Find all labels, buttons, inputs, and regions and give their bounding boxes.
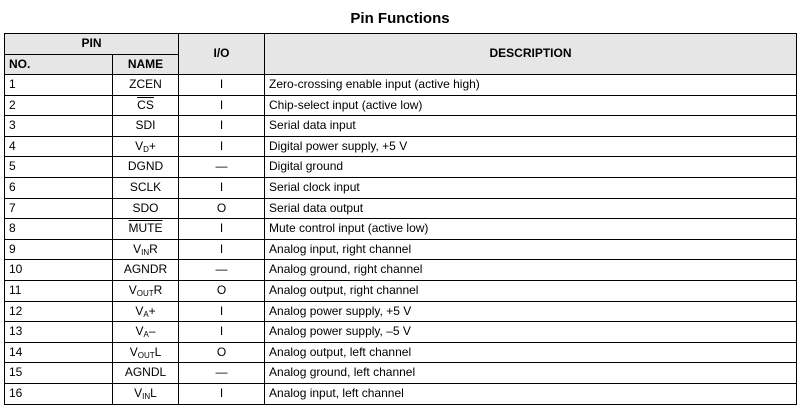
pin-name (113, 342, 179, 363)
pin-description: Serial clock input (265, 177, 797, 198)
table-row (5, 301, 797, 322)
table-row (5, 280, 797, 301)
pin-name-base: AGNDR (123, 262, 168, 277)
pin-number: 5 (5, 157, 113, 178)
pin-name-base: V (129, 344, 138, 359)
pin-description: Chip-select input (active low) (265, 95, 797, 116)
pin-io: I (179, 177, 265, 198)
pin-io: — (179, 157, 265, 178)
table-row (5, 116, 797, 137)
pin-io: O (179, 342, 265, 363)
pin-name-base: ZCEN (129, 77, 162, 92)
table-row (5, 219, 797, 240)
pin-name-base: $\overline{CS}$ (137, 97, 154, 112)
pin-io: I (179, 322, 265, 343)
header-name: NAME (113, 54, 179, 75)
pin-name-suffix: + (148, 303, 156, 318)
pin-description: Serial data output (265, 198, 797, 219)
pin-description: Analog output, left channel (265, 342, 797, 363)
pin-io: I (179, 383, 265, 404)
pin-io: I (179, 136, 265, 157)
pin-description: Analog input, right channel (265, 239, 797, 260)
table-row (5, 157, 797, 178)
pin-name-base: MUTE (128, 221, 163, 236)
pin-description: Zero-crossing enable input (active high) (265, 75, 797, 96)
pin-description: Analog ground, right channel (265, 260, 797, 281)
pin-number: 4 (5, 136, 113, 157)
pin-name-base: SDI (135, 118, 156, 133)
pin-description: Analog power supply, –5 V (265, 322, 797, 343)
pin-name (113, 322, 179, 343)
pin-name (113, 363, 179, 384)
pin-name (113, 116, 179, 137)
pin-number: 10 (5, 260, 113, 281)
pin-io: — (179, 260, 265, 281)
pin-name (113, 239, 179, 260)
pin-name-base: SDO (132, 200, 159, 215)
pin-description: Analog power supply, +5 V (265, 301, 797, 322)
table-row (5, 177, 797, 198)
table-row (5, 95, 797, 116)
pin-name-base: SCLK (129, 180, 162, 195)
pin-name (113, 280, 179, 301)
pin-description: Analog input, left channel (265, 383, 797, 404)
pin-io: — (179, 363, 265, 384)
table-row (5, 239, 797, 260)
pin-name-suffix: R (153, 282, 163, 297)
pin-name (113, 260, 179, 281)
pin-io: I (179, 75, 265, 96)
pin-number: 6 (5, 177, 113, 198)
pin-io: I (179, 95, 265, 116)
pin-number: 16 (5, 383, 113, 404)
pin-name-subscript: D (143, 144, 149, 154)
pin-name (113, 157, 179, 178)
pin-description: Serial data input (265, 116, 797, 137)
pin-number: 8 (5, 219, 113, 240)
pin-description: Digital ground (265, 157, 797, 178)
pin-description: Analog output, right channel (265, 280, 797, 301)
header-pin: PIN (5, 34, 179, 55)
pin-name-subscript: OUT (136, 288, 154, 298)
table-row (5, 75, 797, 96)
pin-name-base: AGNDL (124, 365, 167, 380)
table-row (5, 260, 797, 281)
pin-functions-table (4, 33, 797, 405)
table-row (5, 322, 797, 343)
pin-description: Digital power supply, +5 V (265, 136, 797, 157)
pin-io: O (179, 198, 265, 219)
pin-name-subscript: A (143, 309, 149, 319)
pin-name-base: V (134, 385, 143, 400)
pin-name (113, 136, 179, 157)
pin-name-base: V (135, 303, 144, 318)
pin-description: Analog ground, left channel (265, 363, 797, 384)
pin-name-base: V (135, 324, 144, 339)
pin-name (113, 95, 179, 116)
pin-io: I (179, 301, 265, 322)
table-row (5, 198, 797, 219)
header-io: I/O (179, 34, 265, 75)
pin-io: O (179, 280, 265, 301)
pin-number: 9 (5, 239, 113, 260)
pin-name (113, 177, 179, 198)
pin-name (113, 383, 179, 404)
table-row (5, 136, 797, 157)
pin-name-subscript: OUT (137, 350, 155, 360)
table-row (5, 383, 797, 404)
table-row (5, 342, 797, 363)
pin-number: 15 (5, 363, 113, 384)
pin-description: Mute control input (active low) (265, 219, 797, 240)
pin-number: 7 (5, 198, 113, 219)
pin-number: 3 (5, 116, 113, 137)
pin-number: 13 (5, 322, 113, 343)
pin-name-subscript: IN (141, 247, 150, 257)
pin-name-base: V (133, 241, 142, 256)
table-body (5, 75, 797, 405)
pin-number: 1 (5, 75, 113, 96)
pin-io: I (179, 116, 265, 137)
header-no: NO. (5, 54, 113, 75)
pin-name-suffix: L (154, 344, 162, 359)
pin-io: I (179, 219, 265, 240)
table-row (5, 363, 797, 384)
pin-name-subscript: A (143, 330, 149, 340)
pin-number: 12 (5, 301, 113, 322)
pin-name (113, 75, 179, 96)
pin-name-subscript: IN (142, 391, 151, 401)
pin-io: I (179, 239, 265, 260)
pin-name-suffix: R (149, 241, 158, 256)
pin-name-base: V (135, 138, 144, 153)
header-description: DESCRIPTION (265, 34, 797, 75)
pin-number: 14 (5, 342, 113, 363)
pin-number: 2 (5, 95, 113, 116)
pin-name (113, 301, 179, 322)
pin-name-base: V (128, 282, 137, 297)
pin-name-suffix: – (148, 324, 156, 339)
pin-name (113, 219, 179, 240)
pin-name-suffix: + (148, 138, 156, 153)
pin-name-suffix: L (150, 385, 157, 400)
pin-name-base: DGND (127, 159, 164, 174)
pin-name (113, 198, 179, 219)
table-title: Pin Functions (350, 10, 450, 27)
pin-number: 11 (5, 280, 113, 301)
